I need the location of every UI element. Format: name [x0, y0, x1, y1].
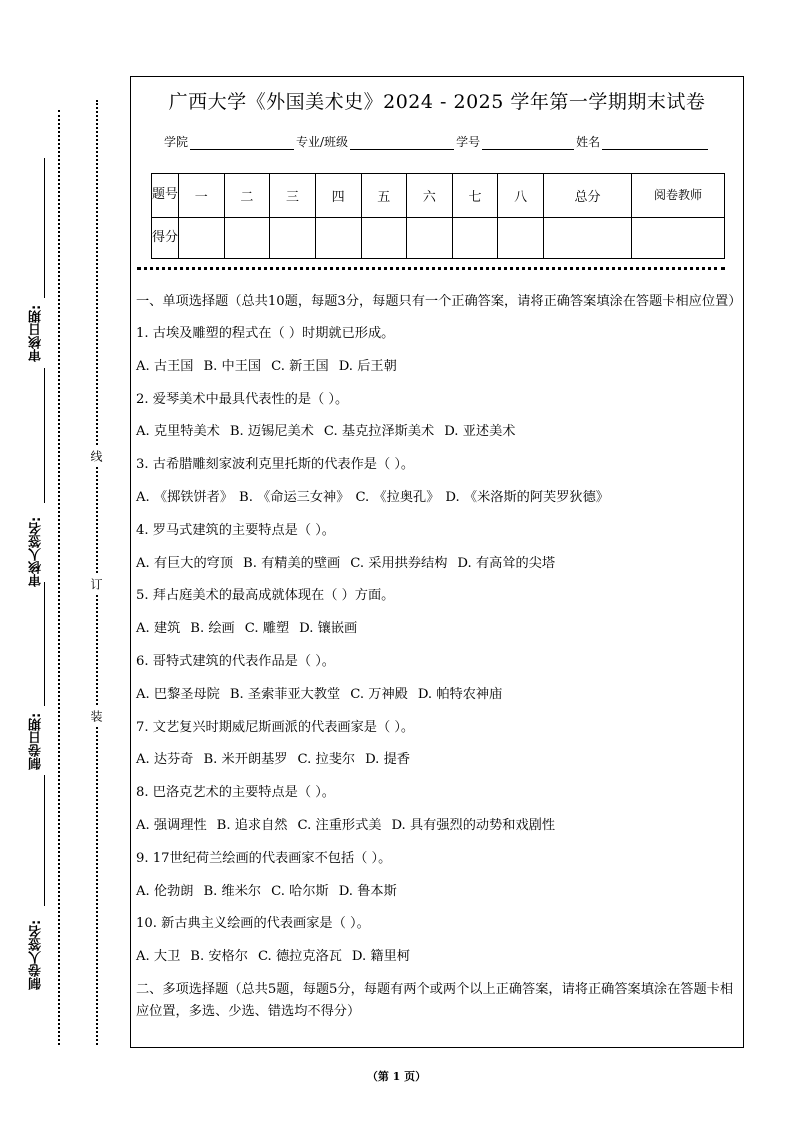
- question-number-label: 题号: [152, 174, 179, 218]
- score-cell[interactable]: [407, 217, 453, 258]
- score-cell-total[interactable]: [544, 217, 632, 258]
- question-6-options: [136, 684, 742, 706]
- reviewer-signature-label: 审核人签名:: [29, 516, 44, 587]
- score-col-5: 五: [361, 174, 407, 218]
- question-7: 7. 文艺复兴时期威尼斯画派的代表画家是（ ）。: [136, 719, 415, 735]
- score-cell[interactable]: [361, 217, 407, 258]
- review-date-line: [44, 158, 45, 298]
- option: A. 伦勃朗: [136, 883, 194, 899]
- option: D. 镶嵌画: [299, 621, 358, 637]
- option: C. 注重形式美: [297, 817, 382, 833]
- question-7-options: [136, 749, 742, 771]
- option: B. 追求自然: [216, 817, 288, 833]
- question-2-options: [136, 421, 742, 443]
- major-class-field[interactable]: [350, 137, 454, 150]
- score-col-1: 一: [179, 174, 225, 218]
- make-date-line: [44, 582, 45, 706]
- question-8-options: [136, 815, 742, 837]
- question-9: 9. 17世纪荷兰绘画的代表画家不包括（ ）。: [136, 850, 392, 866]
- score-cell[interactable]: [452, 217, 498, 258]
- question-8: 8. 巴洛克艺术的主要特点是（ ）。: [136, 785, 335, 801]
- review-date-label: 审核日期:: [29, 304, 44, 362]
- option: C. 万神殿: [350, 686, 408, 702]
- score-cell[interactable]: [179, 217, 225, 258]
- rail-char-bind: 订: [86, 574, 106, 594]
- option: A. 古王国: [136, 358, 194, 374]
- score-cell[interactable]: [270, 217, 316, 258]
- option: B. 安格尔: [190, 949, 248, 965]
- score-cell[interactable]: [315, 217, 361, 258]
- score-cell[interactable]: [498, 217, 544, 258]
- exam-frame: [130, 76, 744, 1048]
- student-id-label: 学号: [456, 135, 481, 149]
- option: C. 采用拱券结构: [350, 555, 448, 571]
- option: B. 《命运三女神》: [239, 489, 350, 505]
- option: D. 有高耸的尖塔: [457, 555, 556, 571]
- option: C. 雕塑: [244, 621, 290, 637]
- question-5: 5. 拜占庭美术的最高成就体现在（ ）方面。: [136, 588, 395, 604]
- option: A. 有巨大的穹顶: [136, 555, 234, 571]
- exam-title: 广西大学《外国美术史》2024 - 2025 学年第一学期期末试卷: [168, 91, 706, 113]
- option: B. 维米尔: [203, 883, 262, 899]
- maker-signature-label: 制卷人签名:: [29, 919, 44, 990]
- question-3: 3. 古希腊雕刻家波利克里托斯的代表作是（ ）。: [136, 457, 415, 473]
- question-10: 10. 新古典主义绘画的代表画家是（ ）。: [136, 916, 370, 932]
- option: B. 米开朗基罗: [203, 752, 288, 768]
- option: D. 提香: [365, 752, 410, 768]
- college-field[interactable]: [190, 137, 294, 150]
- option: C. 《拉奥孔》: [355, 489, 440, 505]
- option: D. 具有强烈的动势和戏剧性: [391, 817, 556, 833]
- question-4: 4. 罗马式建筑的主要特点是（ ）。: [136, 522, 335, 538]
- student-id-field[interactable]: [482, 137, 574, 150]
- score-label: 得分: [152, 217, 179, 258]
- college-label: 学院: [164, 135, 189, 149]
- option: A. 建筑: [136, 621, 181, 637]
- question-2: 2. 爱琴美术中最具代表性的是（ ）。: [136, 391, 349, 407]
- name-field[interactable]: [602, 137, 708, 150]
- option: D. 籍里柯: [351, 949, 410, 965]
- question-10-options: [136, 946, 742, 968]
- score-table-header-row: [152, 174, 725, 218]
- option: D. 帕特农神庙: [417, 686, 503, 702]
- score-cell[interactable]: [224, 217, 270, 258]
- score-col-total: 总分: [544, 174, 632, 218]
- option: D. 亚述美术: [444, 424, 516, 440]
- score-col-8: 八: [498, 174, 544, 218]
- score-cell-grader[interactable]: [632, 217, 725, 258]
- page-number: （第 1 页）: [366, 1070, 427, 1083]
- question-6: 6. 哥特式建筑的代表作品是（ ）。: [136, 653, 335, 669]
- score-table-score-row: [152, 217, 725, 258]
- option: B. 迈锡尼美术: [229, 424, 314, 440]
- option: A. 达芬奇: [136, 752, 194, 768]
- option: B. 圣索菲亚大教堂: [229, 686, 341, 702]
- name-label: 姓名: [576, 135, 601, 149]
- reviewer-signature-line: [44, 368, 45, 503]
- score-col-4: 四: [315, 174, 361, 218]
- question-9-options: [136, 881, 742, 903]
- score-col-grader: 阅卷教师: [632, 174, 725, 218]
- section-1-heading: 一、单项选择题（总共10题，每题3分，每题只有一个正确答案，请将正确答案填涂在答题卡相应位置）: [136, 294, 742, 309]
- option: D. 鲁本斯: [338, 883, 397, 899]
- option: A. 巴黎圣母院: [136, 686, 220, 702]
- score-col-7: 七: [452, 174, 498, 218]
- score-col-6: 六: [407, 174, 453, 218]
- option: C. 拉斐尔: [297, 752, 356, 768]
- section-2-heading: 二、多项选择题（总共5题，每题5分，每题有两个或两个以上正确答案，请将正确答案填涂在答题卡相应位置，多选、少选、错选均不得分）: [136, 981, 734, 1019]
- rail-char-line: 线: [86, 446, 106, 466]
- student-info-row: [164, 133, 710, 150]
- score-col-3: 三: [270, 174, 316, 218]
- score-table: [151, 173, 725, 259]
- option: B. 有精美的壁画: [243, 555, 341, 571]
- option: A. 大卫: [136, 949, 181, 965]
- option: B. 中王国: [203, 358, 262, 374]
- question-5-options: [136, 618, 742, 640]
- exam-content: [136, 291, 742, 1033]
- dotted-separator: [137, 267, 725, 270]
- question-3-options: [136, 487, 742, 509]
- option: C. 新王国: [271, 358, 329, 374]
- make-date-label: 制卷日期:: [29, 712, 44, 770]
- option: C. 德拉克洛瓦: [257, 949, 342, 965]
- option: D. 后王朝: [338, 358, 397, 374]
- option: A. 强调理性: [136, 817, 207, 833]
- option: D. 《米洛斯的阿芙罗狄德》: [445, 489, 609, 505]
- option: C. 哈尔斯: [271, 883, 329, 899]
- rail-char-pack: 装: [86, 706, 106, 726]
- maker-signature-line: [44, 775, 45, 906]
- option: C. 基克拉泽斯美术: [323, 424, 435, 440]
- question-1: 1. 古埃及雕塑的程式在（ ）时期就已形成。: [136, 326, 395, 341]
- option: B. 绘画: [190, 621, 235, 637]
- score-col-2: 二: [224, 174, 270, 218]
- binding-dotted-rail-left: [58, 110, 60, 1045]
- binding-dotted-rail-right: [96, 100, 98, 1045]
- major-class-label: 专业/班级: [296, 135, 349, 149]
- question-1-options: [136, 356, 742, 378]
- option: A. 克里特美术: [136, 424, 220, 440]
- option: A. 《掷铁饼者》: [136, 489, 234, 505]
- question-4-options: [136, 553, 742, 575]
